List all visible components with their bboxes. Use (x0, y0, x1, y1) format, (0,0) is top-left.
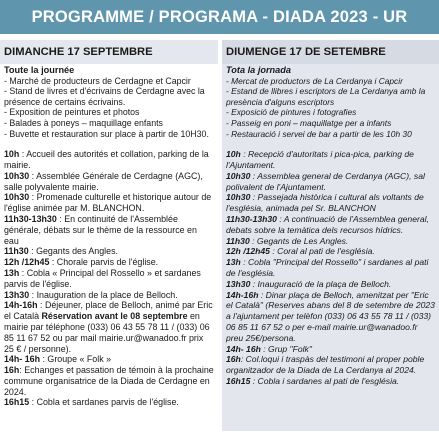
list-item: - Passeig en poni – maquillatge per a infants (226, 117, 392, 128)
schedule-time: 10h (226, 149, 241, 160)
schedule-text: : Promenade culturelle et historique autour de l'église animée par M. BLANCHON. (4, 192, 212, 214)
schedule-item (4, 246, 214, 257)
schedule-item (4, 290, 214, 301)
list-item: - Balades à poneys – maquillage enfants (4, 117, 163, 128)
schedule-item (4, 192, 214, 214)
reservation-deadline: Réservation avant le 08 septembre (41, 311, 188, 322)
schedule-item (226, 149, 435, 171)
schedule-text: : Cobla et sardanes parvis de l'église. (29, 397, 179, 408)
programme-header (0, 0, 439, 34)
french-column (0, 40, 218, 431)
schedule-item (226, 257, 435, 279)
schedule-time: 16h15 (4, 397, 30, 408)
schedule-text: : Groupe « Folk » (40, 354, 112, 365)
schedule-item (226, 192, 435, 214)
schedule-item (4, 149, 214, 171)
schedule-text: : Grup "Folk" (260, 343, 312, 354)
schedule-text: : Accueil des autorités et collation, parking de la mairie. (4, 149, 209, 170)
catalan-day-title: DIUMENGE 17 DE SETEMBRE (222, 40, 439, 64)
catalan-column (222, 40, 439, 431)
schedule-text: : Inauguració de la plaça de Belloch. (250, 278, 392, 289)
list-item: - Mercat de productors de La Cerdanya i Capcir (226, 75, 403, 86)
schedule-item (226, 214, 435, 236)
schedule-time: 14h-16h (4, 300, 38, 311)
schedule-item (226, 376, 435, 387)
list-item: - Exposition de peintures et photos (4, 107, 140, 118)
schedule-time: 13h (4, 267, 20, 278)
schedule-time: 14h- 16h (226, 343, 261, 354)
schedule-text: : Passejada històrica i cultural als voltants de l'església, animada pel Sr. BLANCHON (226, 192, 424, 214)
list-item: - Buvette et restauration sur place à partir de 10H30. (4, 128, 209, 139)
schedule-time: 13h30 (226, 278, 251, 289)
list-item: - Restauració i servei de bar a partir de les 10h 30 (226, 128, 412, 139)
schedule-text: : Coral al pati de l'església. (269, 246, 375, 257)
list-item: - Exposició de pintures i fotografies (226, 107, 357, 118)
schedule-text: : Assemblée Générale de Cerdagne (AGC), salle polyvalente mairie. (4, 170, 203, 192)
schedule-item (226, 344, 435, 355)
schedule-time: 11h30 (226, 235, 250, 246)
schedule-time: 12h /12h45 (4, 257, 50, 268)
french-day-title: DIMANCHE 17 SEPTEMBRE (0, 40, 218, 64)
schedule-item (4, 300, 214, 354)
french-all-day-label: Toute la journée (4, 65, 75, 75)
schedule-text: : Dinar plaça de Belloch, amenitzat per "Eric el Català" (Reserves abans del 8 de setembre de 2023 a l'ajuntament per telèfon (033) 06 43 55 78 11 / (033) 06 85 11 67 52 o per e-mail mairie.ur@wanadoo.fr preu 25€/persona. (226, 289, 435, 343)
schedule-text: : Echanges et passation de témoin à la prochaine commune organisatrice de la Diada de Cerdagne en 2024. (4, 365, 214, 397)
schedule-text: : Chorale parvis de l'église. (49, 257, 159, 268)
catalan-all-day-list (226, 76, 435, 140)
schedule-time: 14h- 16h (4, 354, 41, 365)
schedule-text: : Cobla i sardanes al pati de l'església. (250, 375, 400, 386)
schedule-item (226, 279, 435, 290)
schedule-item (226, 236, 435, 247)
list-item: - Estand de llibres i escriptors de La Cerdanya amb la presència d'alguns escriptors (226, 86, 426, 107)
schedule-time: 10h30 (226, 192, 251, 203)
schedule-text: : Inauguration de la place de Belloch. (29, 289, 178, 300)
french-all-day-list (4, 76, 214, 140)
schedule-text: : Gegants des Angles. (28, 246, 118, 257)
programme-title: PROGRAMME / PROGRAMA - DIADA 2023 - UR (31, 7, 408, 26)
schedule-time: 11h30-13h30 (226, 213, 277, 224)
schedule-item (226, 354, 435, 376)
schedule-time: 10h (4, 149, 20, 160)
schedule-text: : Cobla « Principal del Rossello » et sardanes parvis de l'église. (4, 267, 201, 289)
list-item: - Marché de producteurs de Cerdagne et Capcir (4, 75, 191, 86)
schedule-time: 13h (226, 257, 241, 268)
schedule-time: 11h30-13h30 (4, 213, 57, 224)
schedule-time: 16h15 (226, 375, 251, 386)
schedule-text: : Gegants de Les Angles. (249, 235, 349, 246)
schedule-time: 12h /12h45 (226, 246, 270, 257)
schedule-time: 10h30 (4, 170, 30, 181)
schedule-item (4, 268, 214, 290)
schedule-item (4, 354, 214, 365)
schedule-item (4, 397, 214, 408)
list-item: - Stand de livres et d'écrivains de Cerdagne avec la présence de certains écrivains. (4, 86, 205, 107)
schedule-item (4, 257, 214, 268)
catalan-all-day-label: Tota la jornada (226, 65, 292, 75)
schedule-time: 16h (226, 354, 241, 365)
schedule-time: 11h30 (4, 246, 29, 257)
schedule-text: : Col.loqui i traspàs del testimoni al proper poble organitzador de la Diada de La Cerdanya al 2024. (226, 354, 425, 376)
schedule-time: 13h30 (4, 289, 30, 300)
schedule-item (4, 171, 214, 193)
schedule-text: : Déjeuner, place de Belloch, animé par Eric el Català (4, 300, 213, 322)
schedule-time: 10h30 (4, 192, 30, 203)
schedule-item (226, 290, 435, 344)
schedule-item (226, 171, 435, 193)
schedule-text: : Recepció d'autoritats i pica-pica, parking de l'Ajuntament. (226, 149, 414, 170)
schedule-text: : En continuité de l'Assemblée générale, débats sur le thème de la ressource en eau (4, 213, 197, 246)
schedule-time: 10h30 (226, 170, 251, 181)
schedule-text-after: en mairie par téléphone (033) 06 43 55 78 11 / (033) 06 85 11 67 52 ou par mail mairie.ur@wanadoo.fr prix 25 € / personne). (4, 311, 210, 354)
schedule-text: : Assemblea general de Cerdanya (AGC), sal polivalent de l'Ajuntament. (226, 170, 425, 192)
schedule-item (226, 246, 435, 257)
schedule-time: 16h (4, 365, 20, 376)
schedule-text: : Cobla "Principal del Rossello" i sardanes al pati de l'església. (226, 257, 429, 278)
schedule-item (4, 214, 214, 246)
french-schedule (4, 149, 214, 408)
schedule-time: 14h-16h (226, 289, 259, 300)
schedule-text: : A continuació de l'Assemblea general, debats sobre la temàtica dels recursos hídrics. (226, 213, 429, 235)
catalan-schedule (226, 149, 435, 387)
schedule-item (4, 365, 214, 397)
